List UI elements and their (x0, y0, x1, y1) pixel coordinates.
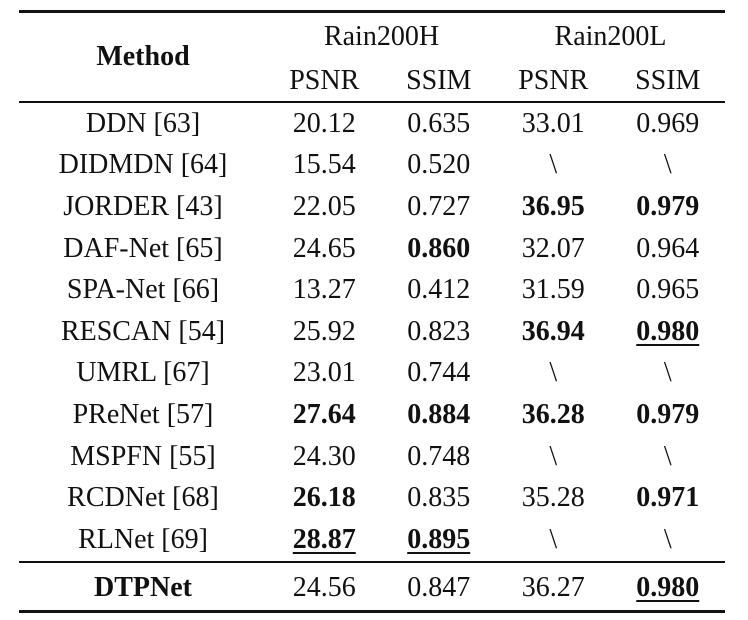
rain200h-ssim-cell: 0.520 (407, 149, 471, 181)
rain200h-psnr-cell: 23.01 (292, 357, 356, 389)
rain200h-ssim-cell: 0.727 (407, 190, 471, 222)
rain200l-psnr-cell: 36.28 (521, 398, 585, 430)
table-row (19, 145, 725, 187)
table-row (19, 353, 725, 395)
rain200l-ssim-cell: 0.969 (611, 102, 726, 145)
method-cell: RESCAN [54] (60, 315, 226, 347)
rain200h-psnr-cell: 24.56 (267, 562, 382, 612)
rain200l-ssim-cell: 0.980 (611, 562, 726, 612)
rain200l-psnr-cell: \ (549, 357, 558, 389)
rain200h-ssim-cell: 0.748 (407, 440, 471, 472)
rain200h-ssim-cell: 0.847 (382, 562, 497, 612)
method-cell: DDN [63] (19, 102, 267, 145)
rain200h-psnr-cell: 26.18 (292, 482, 356, 514)
rain200h-ssim-cell: 0.895 (407, 523, 471, 555)
table-row (19, 519, 725, 562)
method-cell: JORDER [43] (63, 190, 223, 222)
rain200h-psnr-cell: 15.54 (292, 149, 356, 181)
rain200l-psnr-cell: 36.94 (521, 315, 585, 347)
method-column-header: Method (19, 12, 267, 103)
rain200h-ssim-cell: 0.884 (407, 398, 471, 430)
rain200h-psnr-header: PSNR (289, 65, 360, 96)
method-cell: MSPFN [55] (70, 440, 216, 472)
rain200l-ssim-cell: \ (663, 440, 672, 472)
method-cell: RCDNet [68] (67, 482, 219, 514)
rain200l-psnr-header: PSNR (518, 65, 589, 96)
rain200h-ssim-cell: 0.744 (407, 357, 471, 389)
results-table-wrapper (19, 10, 725, 613)
rain200h-ssim-cell: 0.412 (407, 274, 471, 306)
rain200l-group-header: Rain200L (496, 12, 725, 62)
table-row-proposed-method (19, 562, 725, 612)
method-cell: DAF-Net [65] (63, 232, 223, 264)
rain200h-ssim-header: SSIM (406, 65, 472, 96)
method-cell: PReNet [57] (72, 398, 214, 430)
table-row (19, 186, 725, 228)
rain200l-psnr-cell: 36.27 (496, 562, 611, 612)
rain200h-psnr-cell: 22.05 (292, 190, 356, 222)
table-row (19, 394, 725, 436)
rain200h-psnr-cell: 28.87 (292, 523, 356, 555)
rain200l-ssim-cell: 0.965 (636, 274, 700, 306)
rain200h-ssim-cell: 0.635 (382, 102, 497, 145)
rain200h-psnr-cell: 13.27 (292, 274, 356, 306)
method-cell: UMRL [67] (76, 357, 210, 389)
rain200l-psnr-cell: 35.28 (521, 482, 585, 514)
rain200l-psnr-cell: 31.59 (521, 274, 585, 306)
rain200h-ssim-cell: 0.835 (407, 482, 471, 514)
rain200h-psnr-cell: 24.30 (292, 440, 356, 472)
rain200l-ssim-cell: 0.979 (636, 398, 700, 430)
results-table (19, 10, 725, 613)
rain200h-psnr-cell: 25.92 (292, 315, 356, 347)
rain200l-psnr-cell: \ (549, 523, 558, 555)
rain200l-ssim-cell: \ (663, 357, 672, 389)
rain200l-ssim-cell: 0.971 (636, 482, 700, 514)
rain200l-psnr-cell: 36.95 (521, 190, 585, 222)
rain200l-ssim-header: SSIM (635, 65, 701, 96)
table-row (19, 311, 725, 353)
rain200l-ssim-cell: \ (663, 149, 672, 181)
method-cell: DTPNet (19, 562, 267, 612)
method-cell: SPA-Net [66] (66, 274, 220, 306)
rain200l-ssim-cell: 0.979 (636, 190, 700, 222)
rain200h-ssim-cell: 0.860 (407, 232, 471, 264)
rain200l-psnr-cell: 32.07 (521, 232, 585, 264)
rain200h-psnr-cell: 27.64 (292, 398, 356, 430)
rain200l-psnr-cell: \ (549, 440, 558, 472)
rain200l-ssim-cell: 0.980 (636, 315, 700, 347)
rain200h-psnr-cell: 24.65 (292, 232, 356, 264)
rain200l-ssim-cell: 0.964 (636, 232, 700, 264)
rain200h-group-header: Rain200H (267, 12, 496, 62)
rain200l-psnr-cell: \ (549, 149, 558, 181)
table-row (19, 269, 725, 311)
table-row (19, 436, 725, 478)
table-row (19, 102, 725, 145)
method-cell: DIDMDN [64] (58, 149, 228, 181)
method-cell: RLNet [69] (78, 523, 208, 555)
table-row (19, 228, 725, 270)
rain200l-psnr-cell: 33.01 (496, 102, 611, 145)
rain200l-ssim-cell: \ (663, 523, 672, 555)
rain200h-ssim-cell: 0.823 (407, 315, 471, 347)
rain200h-psnr-cell: 20.12 (267, 102, 382, 145)
table-row (19, 477, 725, 519)
